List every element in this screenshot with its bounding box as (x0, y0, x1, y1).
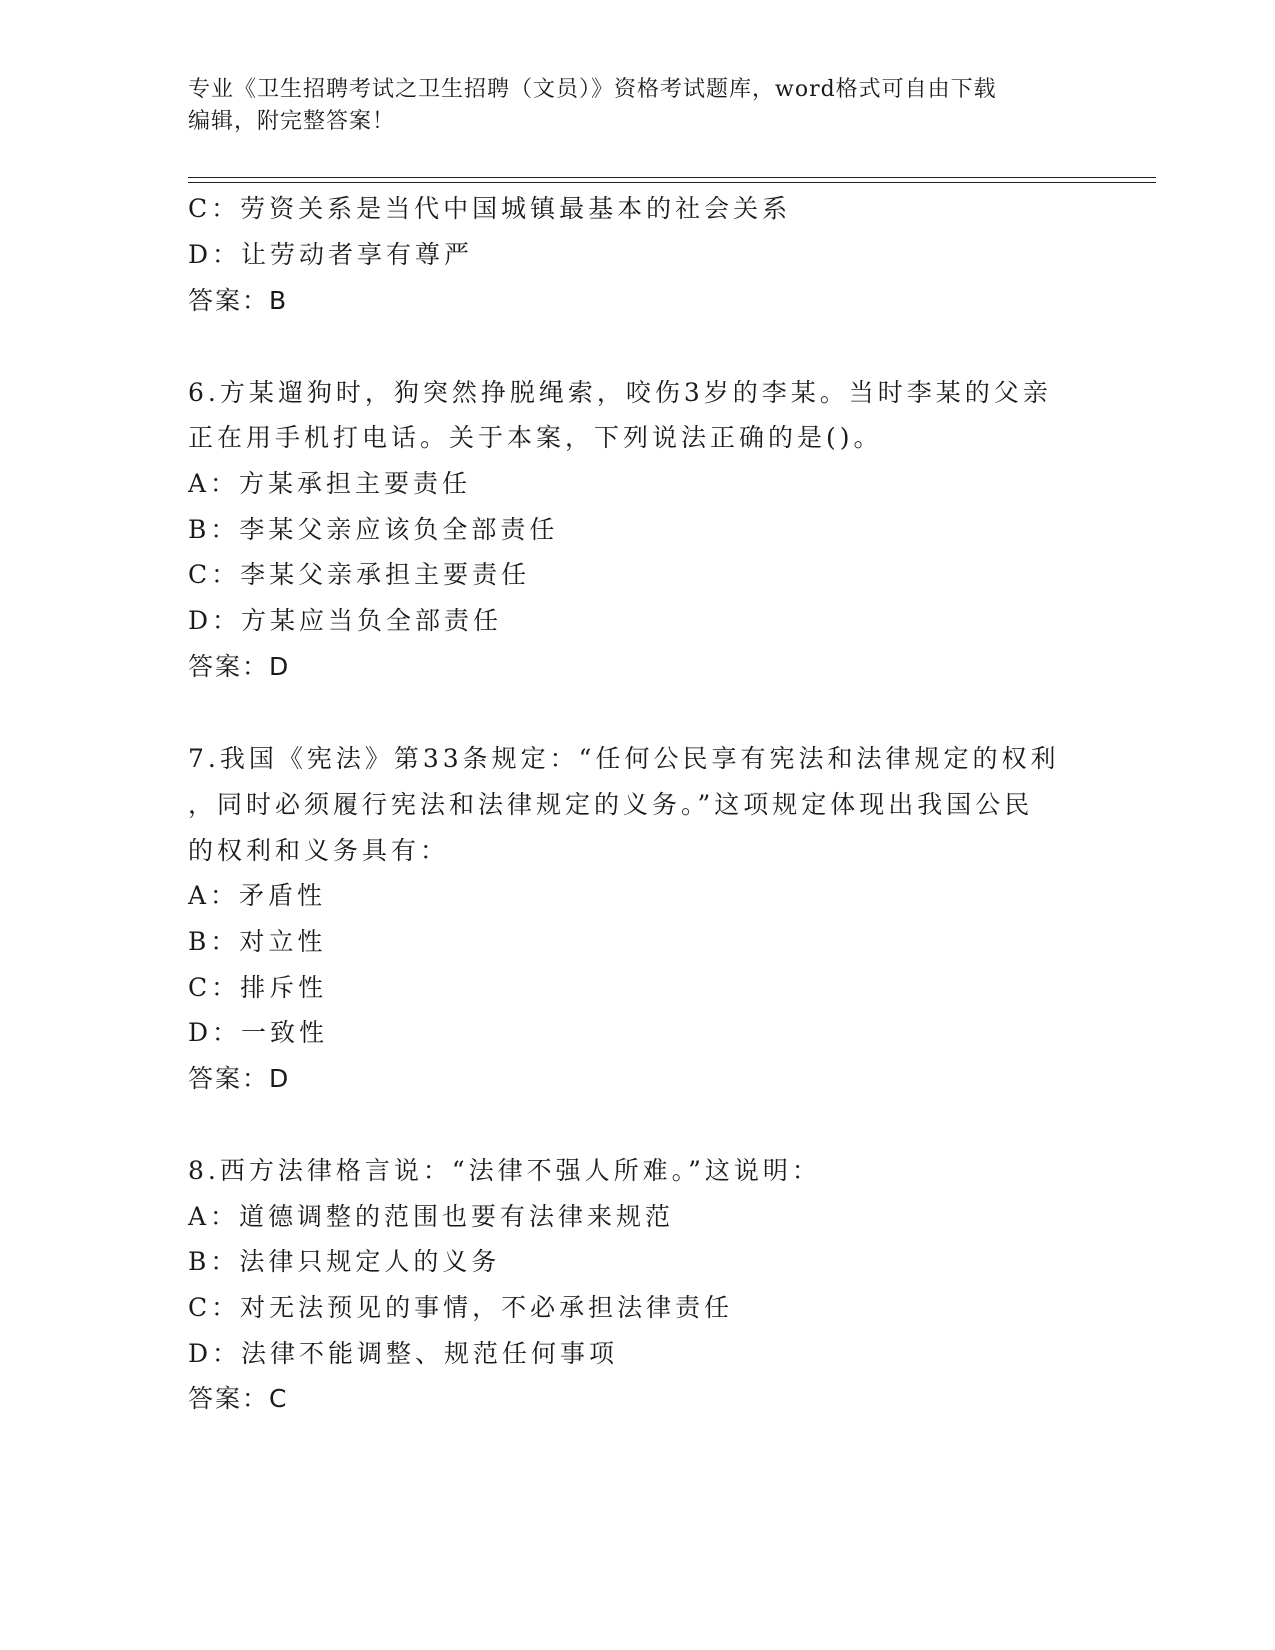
q8-option-d: D：法律不能调整、规范任何事项 (188, 1339, 619, 1368)
q6-option-b: B：李某父亲应该负全部责任 (188, 515, 559, 544)
q6-stem-line-1: 6.方某遛狗时，狗突然挣脱绳索，咬伤3岁的李某。当时李某的父亲 (188, 378, 1052, 407)
q5-answer: 答案：B (188, 286, 289, 315)
q8-answer: 答案：C (188, 1384, 289, 1413)
q8-stem-line-1: 8.西方法律格言说：“法律不强人所难。”这说明： (188, 1156, 821, 1185)
q7-stem-line-1: 7.我国《宪法》第33条规定：“任何公民享有宪法和法律规定的权利 (188, 744, 1060, 773)
header-line-2: 编辑，附完整答案！ (188, 109, 396, 134)
header-rule-top (188, 177, 1156, 178)
document-header (188, 74, 1068, 138)
q6-answer: 答案：D (188, 652, 291, 681)
q8-option-c: C：对无法预见的事情，不必承担法律责任 (188, 1293, 734, 1322)
q7-answer: 答案：D (188, 1064, 291, 1093)
q6-stem-line-2: 正在用手机打电话。关于本案，下列说法正确的是()。 (188, 423, 883, 452)
q7-option-d: D：一致性 (188, 1018, 329, 1047)
q7-stem-line-2: ，同时必须履行宪法和法律规定的义务。”这项规定体现出我国公民 (188, 790, 1034, 819)
header-rule-bottom (188, 182, 1156, 183)
q7-stem-line-3: 的权利和义务具有： (188, 836, 450, 865)
q8-option-b: B：法律只规定人的义务 (188, 1247, 501, 1276)
q5-option-c: C：劳资关系是当代中国城镇最基本的社会关系 (188, 194, 792, 223)
q6-option-d: D：方某应当负全部责任 (188, 606, 503, 635)
q8-option-a: A：道德调整的范围也要有法律来规范 (188, 1202, 675, 1231)
q5-option-d: D：让劳动者享有尊严 (188, 240, 474, 269)
q7-option-a: A：矛盾性 (188, 881, 327, 910)
q7-option-b: B：对立性 (188, 927, 327, 956)
q6-option-a: A：方某承担主要责任 (188, 469, 472, 498)
q7-option-c: C：排斥性 (188, 973, 328, 1002)
header-line-1: 专业《卫生招聘考试之卫生招聘（文员）》资格考试题库，word格式可自由下载 (188, 77, 997, 102)
q6-option-c: C：李某父亲承担主要责任 (188, 560, 531, 589)
